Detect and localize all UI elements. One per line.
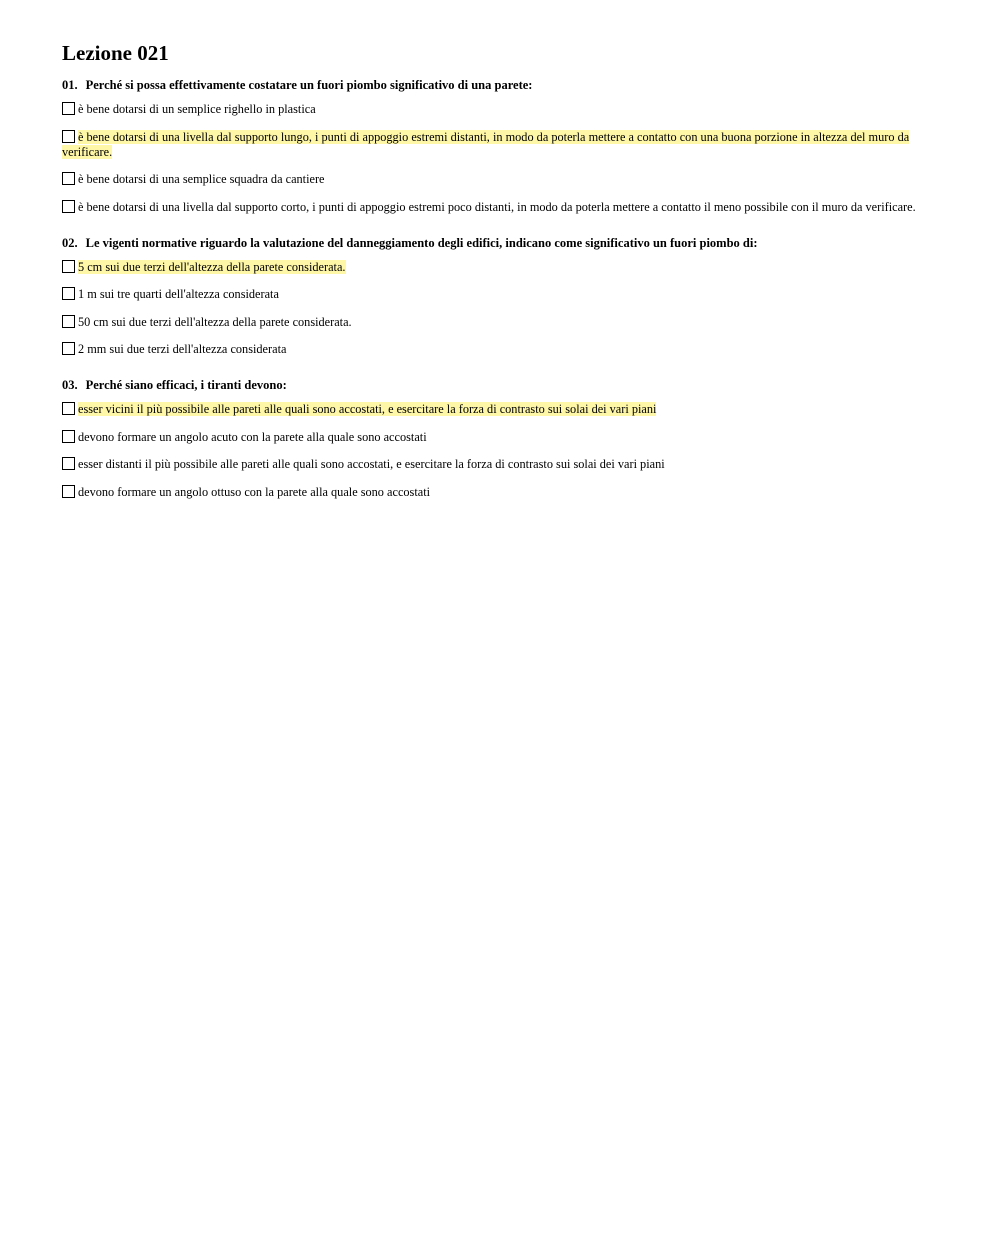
question-number: 03. xyxy=(62,378,78,392)
option-text: è bene dotarsi di una livella dal supporto corto, i punti di appoggio estremi poco distanti, in modo da poterla mettere a contatto il meno possibile con il muro da verificare. xyxy=(78,199,916,214)
option-2d xyxy=(62,342,942,357)
option-text-highlighted: 5 cm sui due terzi dell'altezza della parete considerata. xyxy=(78,259,346,274)
question-text: Le vigenti normative riguardo la valutazione del danneggiamento degli edifici, indicano come significativo un fuori piombo di: xyxy=(85,235,758,250)
option-text: devono formare un angolo acuto con la parete alla quale sono accostati xyxy=(78,429,427,444)
option-3a xyxy=(62,402,942,417)
option-2b xyxy=(62,287,942,302)
answer-checkbox[interactable] xyxy=(62,457,75,470)
answer-checkbox[interactable] xyxy=(62,315,75,328)
option-text: è bene dotarsi di una semplice squadra da cantiere xyxy=(78,172,325,186)
option-text: 2 mm sui due terzi dell'altezza considerata xyxy=(78,342,287,356)
question-number: 01. xyxy=(62,78,78,92)
answer-checkbox[interactable] xyxy=(62,130,75,143)
answer-checkbox[interactable] xyxy=(62,430,75,443)
answer-checkbox[interactable] xyxy=(62,260,75,273)
option-3b xyxy=(62,430,942,445)
question-1 xyxy=(62,77,942,93)
option-3c xyxy=(62,457,942,472)
answer-checkbox[interactable] xyxy=(62,287,75,300)
option-1b xyxy=(62,130,942,160)
option-text: devono formare un angolo ottuso con la parete alla quale sono accostati xyxy=(78,484,431,499)
option-text: esser distanti il più possibile alle pareti alle quali sono accostati, e esercitare la forza di contrasto sui solai dei vari piani xyxy=(78,457,665,471)
question-block-3 xyxy=(62,377,942,500)
option-2a xyxy=(62,260,942,275)
option-text-highlighted: è bene dotarsi di una livella dal supporto lungo, i punti di appoggio estremi distanti, in modo da poterla mettere a contatto con una buona porzione in altezza del muro da verificare. xyxy=(62,129,910,159)
option-1a xyxy=(62,102,942,117)
question-text: Perché siano efficaci, i tiranti devono: xyxy=(85,378,287,392)
question-block-1 xyxy=(62,77,942,215)
answer-checkbox[interactable] xyxy=(62,200,75,213)
option-1d xyxy=(62,200,942,215)
option-text: è bene dotarsi di un semplice righello in plastica xyxy=(78,102,316,116)
answer-checkbox[interactable] xyxy=(62,172,75,185)
question-text: Perché si possa effettivamente costatare un fuori piombo significativo di una parete: xyxy=(85,78,533,92)
answer-checkbox[interactable] xyxy=(62,102,75,115)
document-page xyxy=(62,40,942,520)
question-2 xyxy=(62,235,942,251)
question-block-2 xyxy=(62,235,942,358)
question-3 xyxy=(62,377,942,393)
option-text: 1 m sui tre quarti dell'altezza considerata xyxy=(78,287,279,301)
option-text: 50 cm sui due terzi dell'altezza della parete considerata. xyxy=(78,314,352,329)
answer-checkbox[interactable] xyxy=(62,402,75,415)
answer-checkbox[interactable] xyxy=(62,342,75,355)
option-3d xyxy=(62,485,942,500)
option-2c xyxy=(62,315,942,330)
option-text-highlighted: esser vicini il più possibile alle pareti alle quali sono accostati, e esercitare la forza di contrasto sui solai dei vari piani xyxy=(78,402,657,416)
option-1c xyxy=(62,172,942,187)
question-number: 02. xyxy=(62,235,78,250)
page-title: Lezione 021 xyxy=(62,41,169,65)
answer-checkbox[interactable] xyxy=(62,485,75,498)
